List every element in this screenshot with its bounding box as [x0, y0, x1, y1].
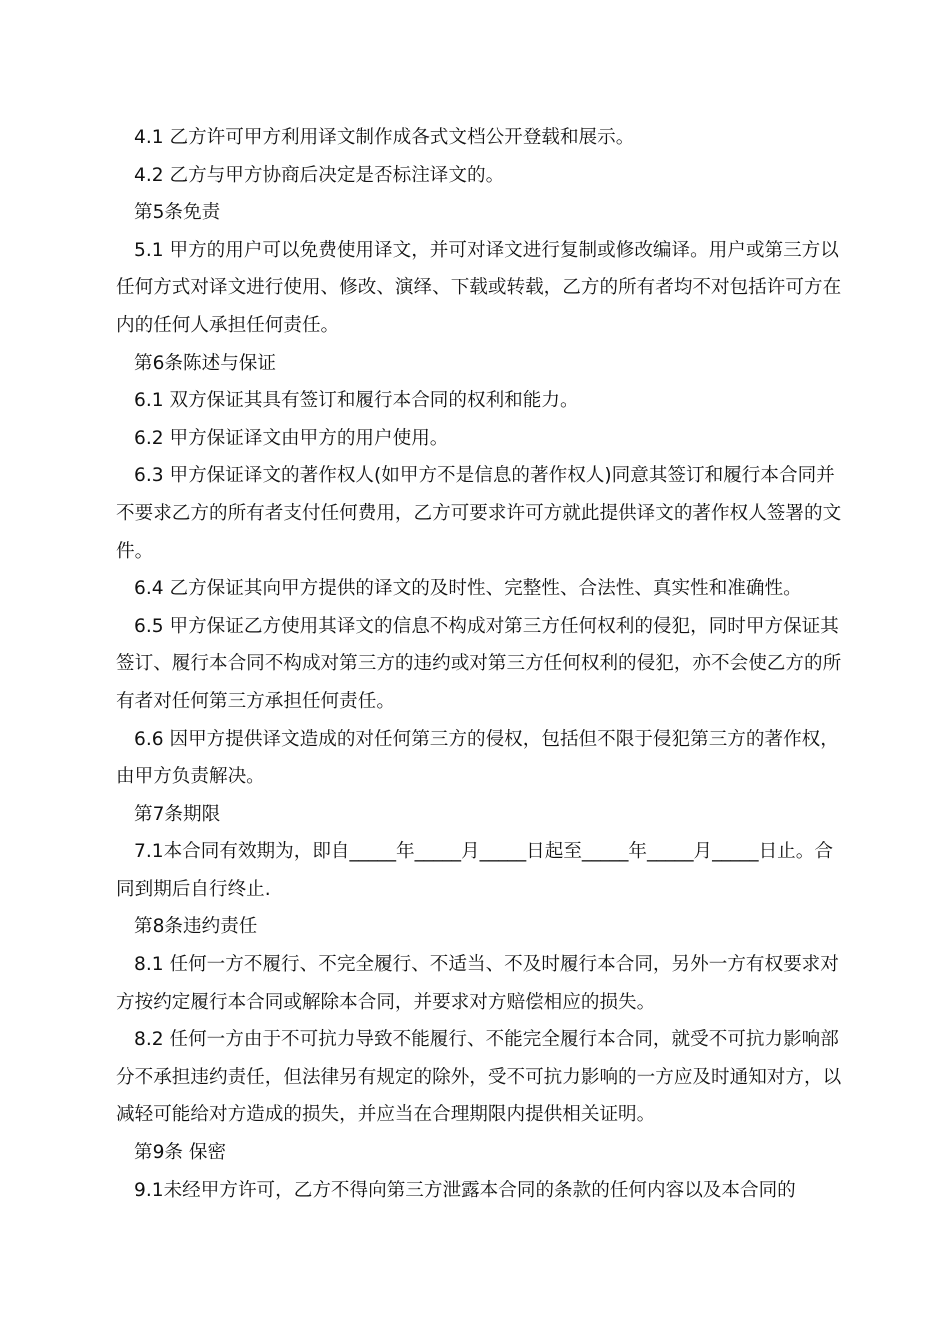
clause-8-2: 8.2 任何一方由于不可抗力导致不能履行、不能完全履行本合同，就受不可抗力影响部分不承担违约责任，但法律另有规定的除外，受不可抗力影响的一方应及时通知对方，以减轻可能给对方造成的损失，并应当在合理期限内提供相关证明。: [116, 1029, 842, 1126]
article-6-heading: 第6条陈述与保证: [134, 352, 276, 374]
clause-6-1: 6.1 双方保证其具有签订和履行本合同的权利和能力。: [134, 390, 579, 412]
clause-6-2: 6.2 甲方保证译文由甲方的用户使用。: [134, 427, 449, 449]
clause-4-2: 4.2 乙方与甲方协商后决定是否标注译文的。: [134, 164, 505, 186]
clause-6-4: 6.4 乙方保证其向甲方提供的译文的及时性、完整性、合法性、真实性和准确性。: [134, 578, 802, 600]
clause-9-1: 9.1未经甲方许可，乙方不得向第三方泄露本合同的条款的任何内容以及本合同的: [134, 1179, 796, 1201]
clause-6-5: 6.5 甲方保证乙方使用其译文的信息不构成对第三方任何权利的侵犯，同时甲方保证其签订、履行本合同不构成对第三方的违约或对第三方任何权利的侵犯，亦不会使乙方的所有者对任何第三方承担任何责任。: [116, 615, 842, 712]
article-5-heading: 第5条免责: [134, 202, 221, 224]
clause-5-1: 5.1 甲方的用户可以免费使用译文，并可对译文进行复制或修改编译。用户或第三方以任何方式对译文进行使用、修改、演绎、下载或转载，乙方的所有者均不对包括许可方在内的任何人承担任何责任。: [116, 239, 842, 336]
article-8-heading: 第8条违约责任: [134, 916, 258, 938]
article-7-heading: 第7条期限: [134, 803, 221, 825]
clause-8-1: 8.1 任何一方不履行、不完全履行、不适当、不及时履行本合同，另外一方有权要求对方按约定履行本合同或解除本合同，并要求对方赔偿相应的损失。: [116, 954, 839, 1013]
clause-6-6: 6.6 因甲方提供译文造成的对任何第三方的侵权，包括但不限于侵犯第三方的著作权，由甲方负责解决。: [116, 728, 839, 788]
clause-4-1: 4.1 乙方许可甲方利用译文制作成各式文档公开登载和展示。: [134, 127, 635, 148]
clause-7-1: 7.1本合同有效期为，即自_____年_____月_____日起至_____年_____月_____日止。合同到期后自行终止.: [116, 841, 833, 900]
clause-6-3: 6.3 甲方保证译文的著作权人(如甲方不是信息的著作权人)同意其签订和履行本合同并不要求乙方的所有者支付任何费用，乙方可要求许可方就此提供译文的著作权人签署的文件。: [116, 465, 842, 562]
article-9-heading: 第9条 保密: [134, 1142, 227, 1164]
document-body: [116, 119, 844, 1209]
